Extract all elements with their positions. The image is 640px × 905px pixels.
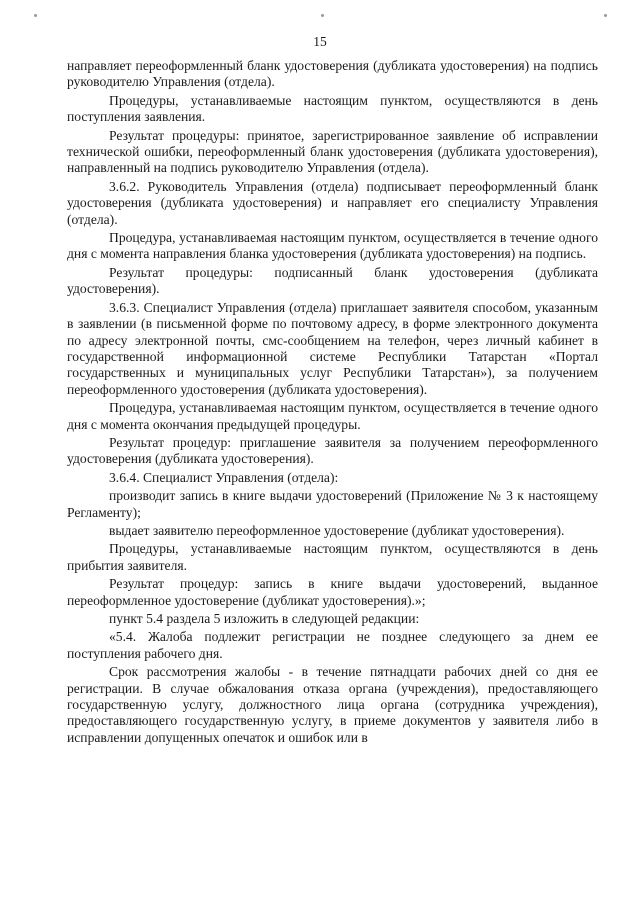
paragraph-16: «5.4. Жалоба подлежит регистрации не позднее следующего за днем ее поступления рабочего дня. — [67, 629, 598, 661]
paragraph-6: Результат процедуры: подписанный бланк удостоверения (дубликата удостоверения). — [67, 264, 598, 297]
paragraph-5: Процедура, устанавливаемая настоящим пунктом, осуществляется в течение одного дня с момента направления бланка удостоверения (дубликата удостоверения) на подпись. — [67, 230, 598, 262]
paragraph-12: выдает заявителю переоформленное удостоверение (дубликат удостоверения). — [109, 522, 565, 538]
paragraph-4: 3.6.2. Руководитель Управления (отдела) подписывает переоформленный бланк удостоверения (дубликата удостоверения) и направляет его специалисту Управления (отдела). — [67, 178, 598, 227]
document-body — [67, 58, 598, 746]
paragraph-3: Результат процедуры: принятое, зарегистрированное заявление об исправлении технической ошибки, переоформленный бланк удостоверения (дубликата удостоверения), направленный на подпись руководителю Управления (отдела). — [67, 127, 598, 176]
paragraph-17: Срок рассмотрения жалобы - в течение пятнадцати рабочих дней со дня ее регистрации. В случае обжалования отказа органа (учреждения), предоставляющего государственную услугу, должностного лица органа (сотрудника учреждения), предоставляющего государственную услугу, в приеме документов у заявителя либо в исправлении допущенных опечаток и ошибок или в — [67, 664, 598, 745]
paragraph-15: пункт 5.4 раздела 5 изложить в следующей редакции: — [109, 611, 420, 626]
paragraph-14: Результат процедур: запись в книге выдачи удостоверений, выданное переоформленное удостоверение (дубликат удостоверения).»; — [67, 576, 598, 608]
paragraph-13: Процедуры, устанавливаемые настоящим пунктом, осуществляются в день прибытия заявителя. — [67, 541, 598, 573]
paragraph-10: 3.6.4. Специалист Управления (отдела): — [109, 469, 339, 485]
paragraph-8: Процедура, устанавливаемая настоящим пунктом, осуществляется в течение одного дня с момента окончания предыдущей процедуры. — [67, 400, 598, 432]
paragraph-11: производит запись в книге выдачи удостоверений (Приложение № 3 к настоящему Регламенту); — [67, 488, 598, 520]
paragraph-7: 3.6.3. Специалист Управления (отдела) приглашает заявителя способом, указанным в заявлении (в письменной форме по почтовому адресу, в форме электронного документа по адресу электронной почты, смс-сообщением на телефон, через личный кабинет в государственной информационной системе Республики Татарстан «Портал государственных и муниципальных услуг Республики Татарстан»), за получением переоформленного удостоверения (дубликата удостоверения). — [67, 299, 598, 397]
scan-speck — [604, 14, 607, 17]
paragraph-1: направляет переоформленный бланк удостоверения (дубликата удостоверения) на подпись руководителю Управления (отдела). — [67, 58, 598, 90]
paragraph-2: Процедуры, устанавливаемые настоящим пунктом, осуществляются в день поступления заявления. — [67, 92, 598, 125]
paragraph-9: Результат процедур: приглашение заявителя за получением переоформленного удостоверения (дубликата удостоверения). — [67, 434, 598, 467]
scan-speck — [34, 14, 37, 17]
page-number: 15 — [313, 34, 327, 49]
scan-speck — [321, 14, 324, 17]
